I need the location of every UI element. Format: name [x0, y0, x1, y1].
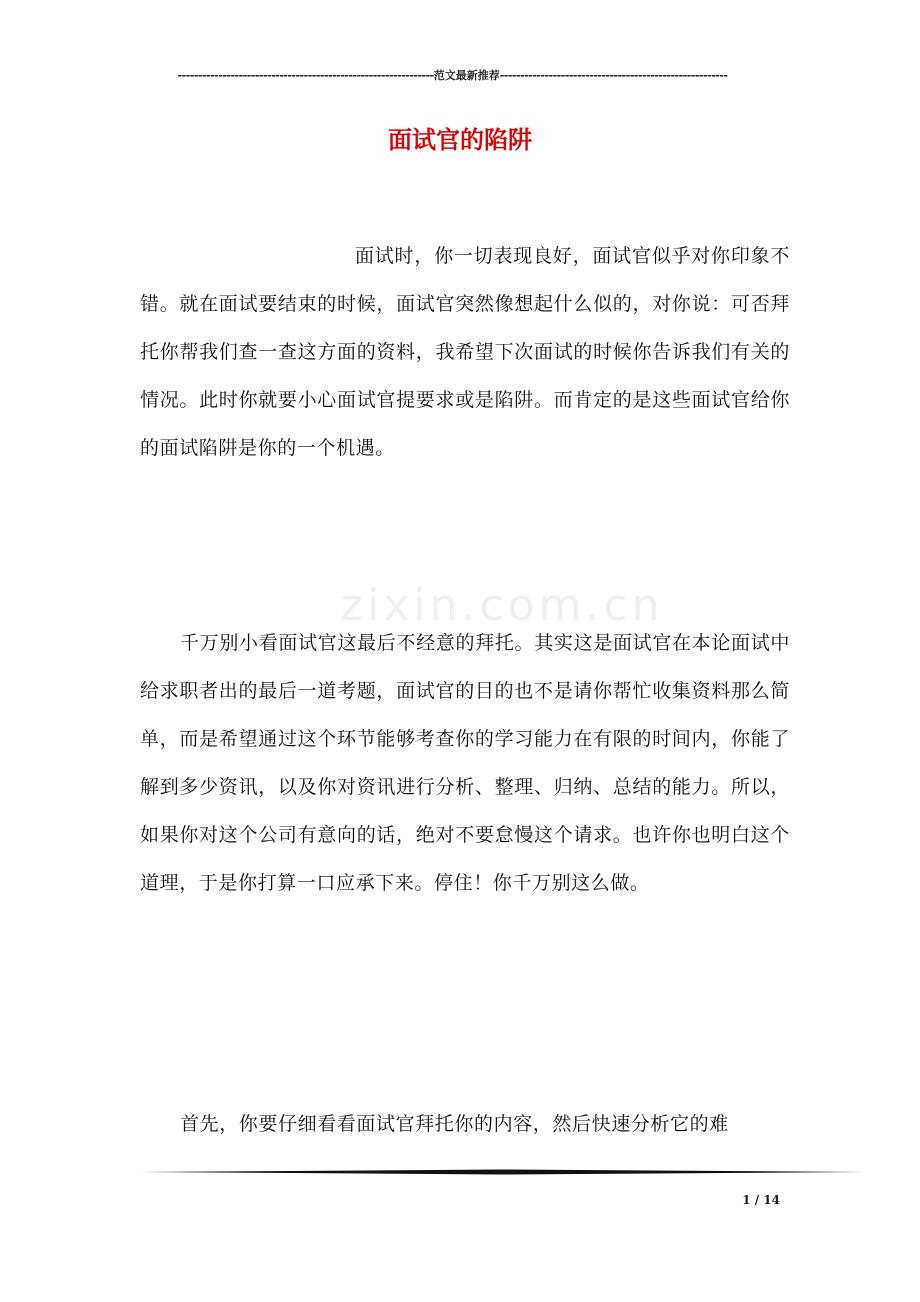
header-right-dashes: -------------------------------------------------------- [499, 69, 728, 82]
footer-rule [140, 1166, 864, 1178]
watermark: zixin.com.cn [340, 580, 664, 631]
page-header [140, 68, 765, 84]
paragraph-1: 面试时，你一切表现良好，面试官似乎对你印象不错。就在面试要结束的时候，面试官突然像想起什么似的，对你说：可否拜托你帮我们查一查这方面的资料，我希望下次面试的时候你告诉我们有关的情况。此时你就要小心面试官提要求或是陷阱。而肯定的是这些面试官给你的面试陷阱是你的一个机遇。 [140, 245, 790, 459]
header-label: 范文最新推荐 [433, 69, 500, 82]
paragraph-3: 首先，你要仔细看看面试官拜托你的内容，然后快速分析它的难 [180, 1113, 729, 1135]
page-number: 1 / 14 [742, 1193, 780, 1207]
header-left-dashes: --------------------------------------------------------------- [177, 69, 434, 82]
document-title: 面试官的陷阱 [388, 126, 532, 154]
paragraph-2: 千万别小看面试官这最后不经意的拜托。其实这是面试官在本论面试中给求职者出的最后一道考题，面试官的目的也不是请你帮忙收集资料那么简单，而是希望通过这个环节能够考查你的学习能力在有限的时间内，你能了解到多少资讯，以及你对资讯进行分析、整理、归纳、总结的能力。所以，如果你对这个公司有意向的话，绝对不要怠慢这个请求。也许你也明白这个道理，于是你打算一口应承下来。停住！你千万别这么做。 [140, 632, 790, 894]
